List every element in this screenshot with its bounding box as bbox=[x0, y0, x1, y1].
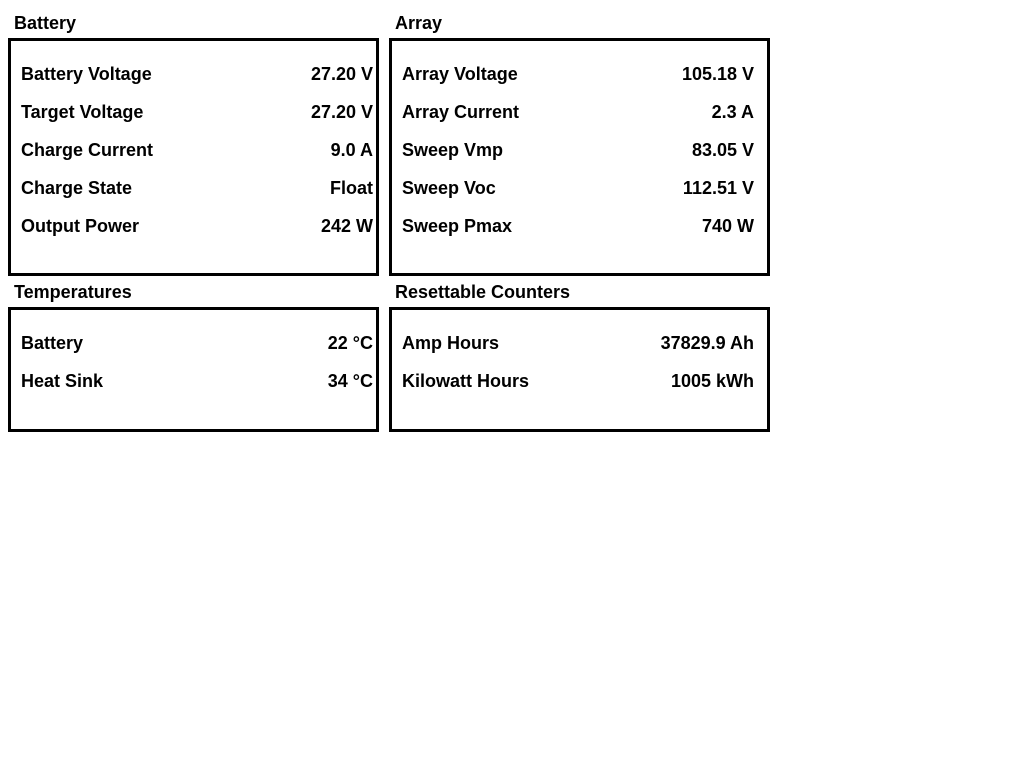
array-voltage-row bbox=[402, 62, 754, 86]
array-current-label: Array Current bbox=[402, 102, 520, 122]
battery-voltage-row bbox=[21, 62, 373, 86]
array-current-row bbox=[402, 100, 754, 124]
array-voltage-label: Array Voltage bbox=[402, 64, 518, 84]
output-power-value: 242 W bbox=[320, 216, 373, 236]
heat-sink-temperature-value: 34 °C bbox=[327, 371, 373, 391]
counters-section-title: Resettable Counters bbox=[395, 282, 571, 302]
output-power-label: Output Power bbox=[21, 216, 139, 236]
target-voltage-value: 27.20 V bbox=[310, 102, 373, 122]
battery-panel bbox=[8, 38, 379, 276]
sweep-vmp-value: 83.05 V bbox=[691, 140, 754, 160]
battery-voltage-label: Battery Voltage bbox=[21, 64, 152, 84]
battery-temperature-label: Battery bbox=[21, 333, 84, 353]
charge-state-value: Float bbox=[330, 178, 373, 198]
charge-state-row bbox=[21, 176, 373, 200]
battery-temperature-row bbox=[21, 331, 373, 355]
charge-current-label: Charge Current bbox=[21, 140, 154, 160]
sweep-vmp-label: Sweep Vmp bbox=[402, 140, 504, 160]
array-current-value: 2.3 A bbox=[711, 102, 754, 122]
charge-current-row bbox=[21, 138, 373, 162]
sweep-voc-value: 112.51 V bbox=[682, 178, 754, 198]
amp-hours-label: Amp Hours bbox=[402, 333, 500, 353]
sweep-pmax-row bbox=[402, 214, 754, 238]
temperatures-section-title: Temperatures bbox=[14, 282, 132, 302]
target-voltage-label: Target Voltage bbox=[21, 102, 144, 122]
battery-section-title: Battery bbox=[14, 13, 77, 33]
array-voltage-value: 105.18 V bbox=[681, 64, 754, 84]
battery-temperature-value: 22 °C bbox=[327, 333, 373, 353]
temperatures-panel bbox=[8, 307, 379, 432]
battery-voltage-value: 27.20 V bbox=[310, 64, 373, 84]
sweep-voc-label: Sweep Voc bbox=[402, 178, 496, 198]
counters-panel bbox=[389, 307, 770, 432]
kilowatt-hours-row bbox=[402, 369, 754, 393]
amp-hours-value: 37829.9 Ah bbox=[660, 333, 754, 353]
sweep-voc-row bbox=[402, 176, 754, 200]
sweep-pmax-label: Sweep Pmax bbox=[402, 216, 513, 236]
sweep-vmp-row bbox=[402, 138, 754, 162]
sweep-pmax-value: 740 W bbox=[701, 216, 754, 236]
kilowatt-hours-value: 1005 kWh bbox=[670, 371, 754, 391]
charge-state-label: Charge State bbox=[21, 178, 133, 198]
output-power-row bbox=[21, 214, 373, 238]
array-section-title: Array bbox=[395, 13, 443, 33]
charge-current-value: 9.0 A bbox=[330, 140, 373, 160]
heat-sink-temperature-label: Heat Sink bbox=[21, 371, 104, 391]
amp-hours-row bbox=[402, 331, 754, 355]
heat-sink-temperature-row bbox=[21, 369, 373, 393]
kilowatt-hours-label: Kilowatt Hours bbox=[402, 371, 530, 391]
target-voltage-row bbox=[21, 100, 373, 124]
array-panel bbox=[389, 38, 770, 276]
